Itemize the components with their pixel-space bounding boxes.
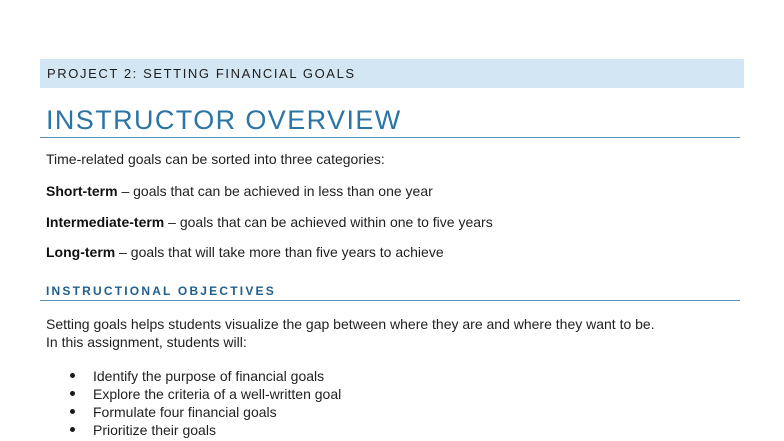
objectives-underline bbox=[40, 300, 740, 301]
objectives-paragraph-line-1: Setting goals helps students visualize the gap between where they are and where they want to be. bbox=[46, 316, 655, 332]
category-intermediate-term bbox=[46, 214, 493, 231]
category-term: Short-term bbox=[46, 183, 118, 199]
category-description: – goals that can be achieved within one to five years bbox=[164, 214, 493, 230]
project-banner-text: PROJECT 2: SETTING FINANCIAL GOALS bbox=[47, 66, 356, 81]
objectives-heading: INSTRUCTIONAL OBJECTIVES bbox=[46, 284, 276, 298]
bullet-icon bbox=[70, 427, 75, 432]
category-short-term bbox=[46, 183, 433, 200]
title-underline bbox=[40, 137, 740, 138]
category-description: – goals that will take more than five years to achieve bbox=[115, 244, 444, 260]
category-description: – goals that can be achieved in less than one year bbox=[117, 183, 433, 199]
intro-text: Time-related goals can be sorted into three categories: bbox=[46, 151, 385, 167]
objectives-paragraph-line-2: In this assignment, students will: bbox=[46, 334, 247, 350]
bullet-icon bbox=[70, 409, 75, 414]
page-title: INSTRUCTOR OVERVIEW bbox=[46, 105, 402, 135]
category-long-term bbox=[46, 244, 444, 261]
category-term: Long-term bbox=[46, 244, 116, 260]
bullet-icon bbox=[70, 391, 75, 396]
project-banner bbox=[40, 59, 744, 88]
document-page: PROJECT 2: SETTING FINANCIAL GOALS INSTRUCTOR OVERVIEW Time-related goals can be sorted into three categories: Short-term – goals that can be achieved in less than one year Intermediate-term – goals that can be achieved within one to five years Long-term – goals that will take more than five years to achieve INSTRUCTIONAL OBJECTIVES Setting goals helps students visualize the gap between where they are and where they want to be. In this assignment, students will: Identify the purpose of financial goals Explore the criteria of a well-written goal Formulate four financial goals Prioritize their goals bbox=[0, 0, 784, 441]
category-term: Intermediate-term bbox=[46, 214, 165, 230]
bullet-icon bbox=[70, 373, 75, 378]
